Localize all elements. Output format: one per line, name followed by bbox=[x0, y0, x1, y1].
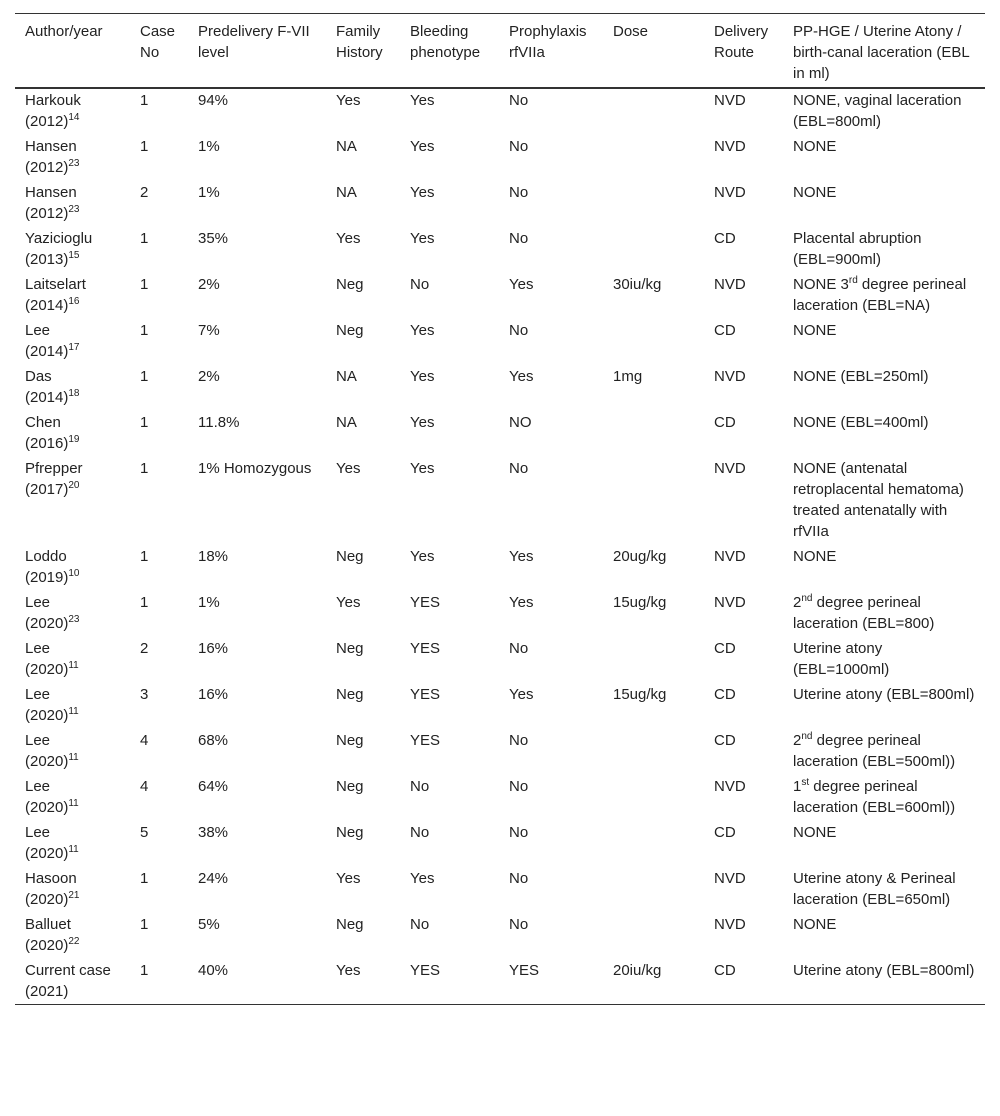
publication-year: (2020) bbox=[25, 891, 69, 908]
prophylaxis-cell: No bbox=[509, 870, 529, 887]
outcome-cell: NONE bbox=[793, 824, 837, 841]
table-row bbox=[15, 88, 985, 134]
header-row bbox=[15, 14, 985, 89]
dose-cell bbox=[603, 456, 704, 544]
reference-number: 11 bbox=[68, 660, 79, 671]
author-year-cell bbox=[15, 636, 130, 682]
case-no-cell: 4 bbox=[140, 732, 149, 749]
reference-number: 23 bbox=[68, 158, 80, 169]
author-name: Balluet bbox=[25, 916, 71, 933]
table-row bbox=[15, 364, 985, 410]
case-comparison-table bbox=[15, 13, 985, 1005]
author-name: Harkouk bbox=[25, 92, 81, 109]
delivery-route-cell: NVD bbox=[714, 594, 746, 611]
author-year-cell bbox=[15, 958, 130, 1005]
publication-year: (2014) bbox=[25, 343, 69, 360]
outcome-cell: Uterine atony (EBL=800ml) bbox=[793, 686, 975, 703]
ordinal-suffix: nd bbox=[801, 731, 813, 742]
reference-number: 14 bbox=[68, 112, 80, 123]
outcome-text: degree perineal laceration (EBL=500ml)) bbox=[793, 732, 956, 770]
prophylaxis-cell: YES bbox=[509, 962, 540, 979]
publication-year: (2014) bbox=[25, 389, 69, 406]
family-history-cell: Neg bbox=[336, 916, 364, 933]
delivery-route-cell: NVD bbox=[714, 276, 746, 293]
prophylaxis-cell: Yes bbox=[509, 276, 534, 293]
dose-cell: 20iu/kg bbox=[613, 962, 662, 979]
dose-cell: 15ug/kg bbox=[613, 594, 667, 611]
fvii-level-cell: 11.8% bbox=[198, 414, 240, 431]
dose-cell: 1mg bbox=[613, 368, 643, 385]
publication-year: (2019) bbox=[25, 569, 69, 586]
family-history-cell: Neg bbox=[336, 686, 364, 703]
publication-year: (2012) bbox=[25, 205, 69, 222]
reference-number: 20 bbox=[68, 480, 80, 491]
prophylaxis-cell: No bbox=[509, 824, 529, 841]
case-no-cell: 1 bbox=[140, 92, 149, 109]
prophylaxis-cell: No bbox=[509, 92, 529, 109]
case-no-cell: 2 bbox=[140, 184, 149, 201]
dose-cell: 20ug/kg bbox=[613, 548, 667, 565]
publication-year: (2020) bbox=[25, 845, 69, 862]
author-name: Current case bbox=[25, 962, 111, 979]
outcome-cell bbox=[783, 272, 985, 318]
author-year-cell bbox=[15, 820, 130, 866]
bleeding-phenotype-cell: Yes bbox=[410, 322, 435, 339]
publication-year: (2012) bbox=[25, 113, 69, 130]
fvii-level-cell: 16% bbox=[198, 640, 229, 657]
reference-number: 21 bbox=[68, 890, 80, 901]
author-name: Hansen bbox=[25, 184, 77, 201]
fvii-level-cell: 68% bbox=[198, 732, 229, 749]
case-no-cell: 1 bbox=[140, 594, 149, 611]
delivery-route-cell: NVD bbox=[714, 92, 746, 109]
prophylaxis-cell: Yes bbox=[509, 594, 534, 611]
table-row bbox=[15, 544, 985, 590]
outcome-cell: NONE (EBL=250ml) bbox=[793, 368, 929, 385]
delivery-route-cell: NVD bbox=[714, 460, 746, 477]
table-row bbox=[15, 590, 985, 636]
bleeding-phenotype-cell: YES bbox=[410, 594, 441, 611]
publication-year: (2020) bbox=[25, 661, 69, 678]
delivery-route-cell: CD bbox=[714, 962, 736, 979]
author-name: Pfrepper bbox=[25, 460, 83, 477]
bleeding-phenotype-cell: No bbox=[410, 824, 430, 841]
author-year-cell bbox=[15, 180, 130, 226]
delivery-route-cell: CD bbox=[714, 414, 736, 431]
column-header-case-no: Case No bbox=[140, 23, 176, 61]
dose-cell bbox=[603, 180, 704, 226]
dose-cell bbox=[603, 88, 704, 134]
author-year-cell bbox=[15, 134, 130, 180]
prophylaxis-cell: No bbox=[509, 640, 529, 657]
family-history-cell: Yes bbox=[336, 460, 361, 477]
table-row bbox=[15, 272, 985, 318]
table-row bbox=[15, 134, 985, 180]
fvii-level-cell: 24% bbox=[198, 870, 229, 887]
case-no-cell: 4 bbox=[140, 778, 149, 795]
family-history-cell: NA bbox=[336, 138, 357, 155]
prophylaxis-cell: NO bbox=[509, 414, 532, 431]
author-year-cell bbox=[15, 728, 130, 774]
reference-number: 22 bbox=[68, 936, 80, 947]
prophylaxis-cell: No bbox=[509, 916, 529, 933]
table-row bbox=[15, 636, 985, 682]
author-name: Lee bbox=[25, 640, 51, 657]
ordinal-suffix: st bbox=[801, 777, 810, 788]
outcome-text: 2 bbox=[793, 732, 802, 749]
delivery-route-cell: NVD bbox=[714, 870, 746, 887]
table-header bbox=[15, 14, 985, 89]
column-header-delivery-route: Delivery Route bbox=[714, 23, 769, 61]
dose-cell bbox=[603, 134, 704, 180]
author-name: Das bbox=[25, 368, 52, 385]
bleeding-phenotype-cell: No bbox=[410, 276, 430, 293]
prophylaxis-cell: Yes bbox=[509, 686, 534, 703]
case-no-cell: 5 bbox=[140, 824, 149, 841]
delivery-route-cell: CD bbox=[714, 824, 736, 841]
delivery-route-cell: CD bbox=[714, 732, 736, 749]
fvii-level-cell: 35% bbox=[198, 230, 229, 247]
prophylaxis-cell: No bbox=[509, 230, 529, 247]
delivery-route-cell: NVD bbox=[714, 138, 746, 155]
column-header-predelivery-fvii-level: Predelivery F-VII level bbox=[198, 23, 310, 61]
author-name: Lee bbox=[25, 778, 51, 795]
delivery-route-cell: CD bbox=[714, 640, 736, 657]
reference-number: 17 bbox=[68, 342, 80, 353]
fvii-level-cell: 94% bbox=[198, 92, 229, 109]
author-year-cell bbox=[15, 272, 130, 318]
table-row bbox=[15, 912, 985, 958]
family-history-cell: NA bbox=[336, 184, 357, 201]
fvii-level-cell: 1% bbox=[198, 184, 220, 201]
column-header-prophylaxis-rfviia: Prophylaxis rfVIIa bbox=[509, 23, 587, 61]
dose-cell bbox=[603, 912, 704, 958]
author-name: Yazicioglu bbox=[25, 230, 93, 247]
reference-number: 11 bbox=[68, 706, 79, 717]
publication-year: (2020) bbox=[25, 753, 69, 770]
family-history-cell: Yes bbox=[336, 230, 361, 247]
delivery-route-cell: CD bbox=[714, 230, 736, 247]
ordinal-suffix: rd bbox=[848, 275, 858, 286]
author-year-cell bbox=[15, 682, 130, 728]
bleeding-phenotype-cell: Yes bbox=[410, 368, 435, 385]
family-history-cell: Neg bbox=[336, 548, 364, 565]
prophylaxis-cell: No bbox=[509, 138, 529, 155]
fvii-level-cell: 40% bbox=[198, 962, 229, 979]
dose-cell: 15ug/kg bbox=[613, 686, 667, 703]
reference-number: 10 bbox=[68, 568, 80, 579]
reference-number: 11 bbox=[68, 844, 79, 855]
outcome-cell: NONE (EBL=400ml) bbox=[793, 414, 929, 431]
dose-cell bbox=[603, 636, 704, 682]
fvii-level-cell: 5% bbox=[198, 916, 220, 933]
publication-year: (2017) bbox=[25, 481, 69, 498]
case-no-cell: 1 bbox=[140, 870, 149, 887]
table-row bbox=[15, 318, 985, 364]
case-no-cell: 1 bbox=[140, 548, 149, 565]
family-history-cell: Neg bbox=[336, 824, 364, 841]
table-row bbox=[15, 728, 985, 774]
table-row bbox=[15, 958, 985, 1005]
bleeding-phenotype-cell: Yes bbox=[410, 414, 435, 431]
fvii-level-cell: 1% bbox=[198, 594, 220, 611]
table-row bbox=[15, 180, 985, 226]
fvii-level-cell: 38% bbox=[198, 824, 229, 841]
delivery-route-cell: NVD bbox=[714, 548, 746, 565]
author-year-cell bbox=[15, 456, 130, 544]
bleeding-phenotype-cell: Yes bbox=[410, 184, 435, 201]
outcome-text: degree perineal laceration (EBL=600ml)) bbox=[793, 778, 956, 816]
outcome-cell: NONE bbox=[793, 916, 837, 933]
delivery-route-cell: NVD bbox=[714, 916, 746, 933]
bleeding-phenotype-cell: YES bbox=[410, 732, 441, 749]
bleeding-phenotype-cell: Yes bbox=[410, 548, 435, 565]
family-history-cell: Yes bbox=[336, 594, 361, 611]
author-name: Chen bbox=[25, 414, 61, 431]
dose-cell bbox=[603, 728, 704, 774]
outcome-text: NONE 3 bbox=[793, 276, 849, 293]
reference-number: 23 bbox=[68, 614, 80, 625]
prophylaxis-cell: No bbox=[509, 322, 529, 339]
author-year-cell bbox=[15, 912, 130, 958]
dose-cell bbox=[603, 410, 704, 456]
dose-cell bbox=[603, 866, 704, 912]
publication-year: (2020) bbox=[25, 799, 69, 816]
family-history-cell: Neg bbox=[336, 778, 364, 795]
delivery-route-cell: CD bbox=[714, 322, 736, 339]
author-name: Laitselart bbox=[25, 276, 86, 293]
fvii-level-cell: 16% bbox=[198, 686, 229, 703]
prophylaxis-cell: No bbox=[509, 778, 529, 795]
case-no-cell: 1 bbox=[140, 916, 149, 933]
author-year-cell bbox=[15, 410, 130, 456]
author-name: Hansen bbox=[25, 138, 77, 155]
dose-cell: 30iu/kg bbox=[613, 276, 662, 293]
outcome-text: degree perineal laceration (EBL=800) bbox=[793, 594, 935, 632]
reference-number: 23 bbox=[68, 204, 80, 215]
prophylaxis-cell: No bbox=[509, 184, 529, 201]
publication-year: (2016) bbox=[25, 435, 69, 452]
author-name: Lee bbox=[25, 732, 51, 749]
bleeding-phenotype-cell: Yes bbox=[410, 870, 435, 887]
publication-year: (2020) bbox=[25, 707, 69, 724]
author-year-cell bbox=[15, 866, 130, 912]
prophylaxis-cell: No bbox=[509, 732, 529, 749]
family-history-cell: Neg bbox=[336, 732, 364, 749]
family-history-cell: Neg bbox=[336, 640, 364, 657]
case-no-cell: 1 bbox=[140, 414, 149, 431]
fvii-level-cell: 2% bbox=[198, 276, 220, 293]
outcome-cell: Placental abruption (EBL=900ml) bbox=[793, 230, 922, 268]
publication-year: (2020) bbox=[25, 615, 69, 632]
publication-year: (2013) bbox=[25, 251, 69, 268]
case-no-cell: 1 bbox=[140, 276, 149, 293]
outcome-cell: Uterine atony (EBL=800ml) bbox=[793, 962, 975, 979]
case-no-cell: 3 bbox=[140, 686, 149, 703]
table-row bbox=[15, 682, 985, 728]
outcome-cell: NONE (antenatal retroplacental hematoma) treated antenatally with rfVIIa bbox=[793, 460, 964, 540]
author-name: Loddo bbox=[25, 548, 67, 565]
case-no-cell: 1 bbox=[140, 230, 149, 247]
family-history-cell: NA bbox=[336, 368, 357, 385]
delivery-route-cell: CD bbox=[714, 686, 736, 703]
case-no-cell: 1 bbox=[140, 460, 149, 477]
fvii-level-cell: 1% bbox=[198, 138, 220, 155]
case-no-cell: 2 bbox=[140, 640, 149, 657]
author-name: Lee bbox=[25, 824, 51, 841]
outcome-text: 2 bbox=[793, 594, 802, 611]
fvii-level-cell: 1% Homozygous bbox=[198, 460, 312, 477]
delivery-route-cell: NVD bbox=[714, 368, 746, 385]
author-name: Lee bbox=[25, 686, 51, 703]
case-no-cell: 1 bbox=[140, 962, 149, 979]
author-year-cell bbox=[15, 544, 130, 590]
table-body bbox=[15, 88, 985, 1005]
publication-year: (2020) bbox=[25, 937, 69, 954]
delivery-route-cell: NVD bbox=[714, 184, 746, 201]
reference-number: 19 bbox=[68, 434, 80, 445]
column-header-family-history: Family History bbox=[336, 23, 383, 61]
outcome-text: degree perineal laceration (EBL=NA) bbox=[793, 276, 967, 314]
publication-year: (2014) bbox=[25, 297, 69, 314]
bleeding-phenotype-cell: YES bbox=[410, 640, 441, 657]
author-name: Lee bbox=[25, 322, 51, 339]
bleeding-phenotype-cell: Yes bbox=[410, 92, 435, 109]
outcome-cell bbox=[783, 774, 985, 820]
bleeding-phenotype-cell: Yes bbox=[410, 230, 435, 247]
bleeding-phenotype-cell: YES bbox=[410, 686, 441, 703]
reference-number: 11 bbox=[68, 752, 79, 763]
author-year-cell bbox=[15, 590, 130, 636]
author-name: Lee bbox=[25, 594, 51, 611]
author-year-cell bbox=[15, 318, 130, 364]
case-no-cell: 1 bbox=[140, 368, 149, 385]
column-header-outcome: PP-HGE / Uterine Atony / birth-canal laceration (EBL in ml) bbox=[793, 23, 970, 82]
publication-year: (2012) bbox=[25, 159, 69, 176]
table-row bbox=[15, 226, 985, 272]
outcome-cell bbox=[783, 590, 985, 636]
author-year-cell bbox=[15, 774, 130, 820]
dose-cell bbox=[603, 774, 704, 820]
bleeding-phenotype-cell: No bbox=[410, 778, 430, 795]
outcome-cell: NONE bbox=[793, 138, 837, 155]
outcome-cell: Uterine atony & Perineal laceration (EBL=650ml) bbox=[793, 870, 956, 908]
reference-number: 16 bbox=[68, 296, 80, 307]
reference-number: 15 bbox=[68, 250, 80, 261]
case-no-cell: 1 bbox=[140, 322, 149, 339]
ordinal-suffix: nd bbox=[801, 593, 813, 604]
table-row bbox=[15, 866, 985, 912]
column-header-bleeding-phenotype: Bleeding phenotype bbox=[410, 23, 481, 61]
table-row bbox=[15, 410, 985, 456]
table-row bbox=[15, 820, 985, 866]
family-history-cell: Yes bbox=[336, 92, 361, 109]
outcome-cell: NONE bbox=[793, 322, 837, 339]
dose-cell bbox=[603, 226, 704, 272]
family-history-cell: Neg bbox=[336, 276, 364, 293]
author-year-cell bbox=[15, 364, 130, 410]
outcome-cell bbox=[783, 728, 985, 774]
fvii-level-cell: 18% bbox=[198, 548, 229, 565]
table-row bbox=[15, 456, 985, 544]
dose-cell bbox=[603, 318, 704, 364]
bleeding-phenotype-cell: YES bbox=[410, 962, 441, 979]
prophylaxis-cell: No bbox=[509, 460, 529, 477]
outcome-cell: NONE bbox=[793, 548, 837, 565]
dose-cell bbox=[603, 820, 704, 866]
bleeding-phenotype-cell: Yes bbox=[410, 138, 435, 155]
reference-number: 11 bbox=[68, 798, 79, 809]
outcome-cell: NONE, vaginal laceration (EBL=800ml) bbox=[793, 92, 962, 130]
bleeding-phenotype-cell: No bbox=[410, 916, 430, 933]
column-header-dose: Dose bbox=[613, 23, 649, 40]
fvii-level-cell: 64% bbox=[198, 778, 229, 795]
prophylaxis-cell: Yes bbox=[509, 368, 534, 385]
prophylaxis-cell: Yes bbox=[509, 548, 534, 565]
outcome-cell: NONE bbox=[793, 184, 837, 201]
author-year-cell bbox=[15, 226, 130, 272]
author-year-cell bbox=[15, 88, 130, 134]
family-history-cell: NA bbox=[336, 414, 357, 431]
reference-number: 18 bbox=[68, 388, 80, 399]
family-history-cell: Neg bbox=[336, 322, 364, 339]
bleeding-phenotype-cell: Yes bbox=[410, 460, 435, 477]
outcome-cell: Uterine atony (EBL=1000ml) bbox=[793, 640, 890, 678]
family-history-cell: Yes bbox=[336, 870, 361, 887]
table-row bbox=[15, 774, 985, 820]
delivery-route-cell: NVD bbox=[714, 778, 746, 795]
outcome-text: 1 bbox=[793, 778, 802, 795]
case-no-cell: 1 bbox=[140, 138, 149, 155]
fvii-level-cell: 2% bbox=[198, 368, 220, 385]
family-history-cell: Yes bbox=[336, 962, 361, 979]
column-header-author-year: Author/year bbox=[25, 23, 103, 40]
author-name: Hasoon bbox=[25, 870, 77, 887]
fvii-level-cell: 7% bbox=[198, 322, 220, 339]
publication-year: (2021) bbox=[25, 983, 69, 1000]
